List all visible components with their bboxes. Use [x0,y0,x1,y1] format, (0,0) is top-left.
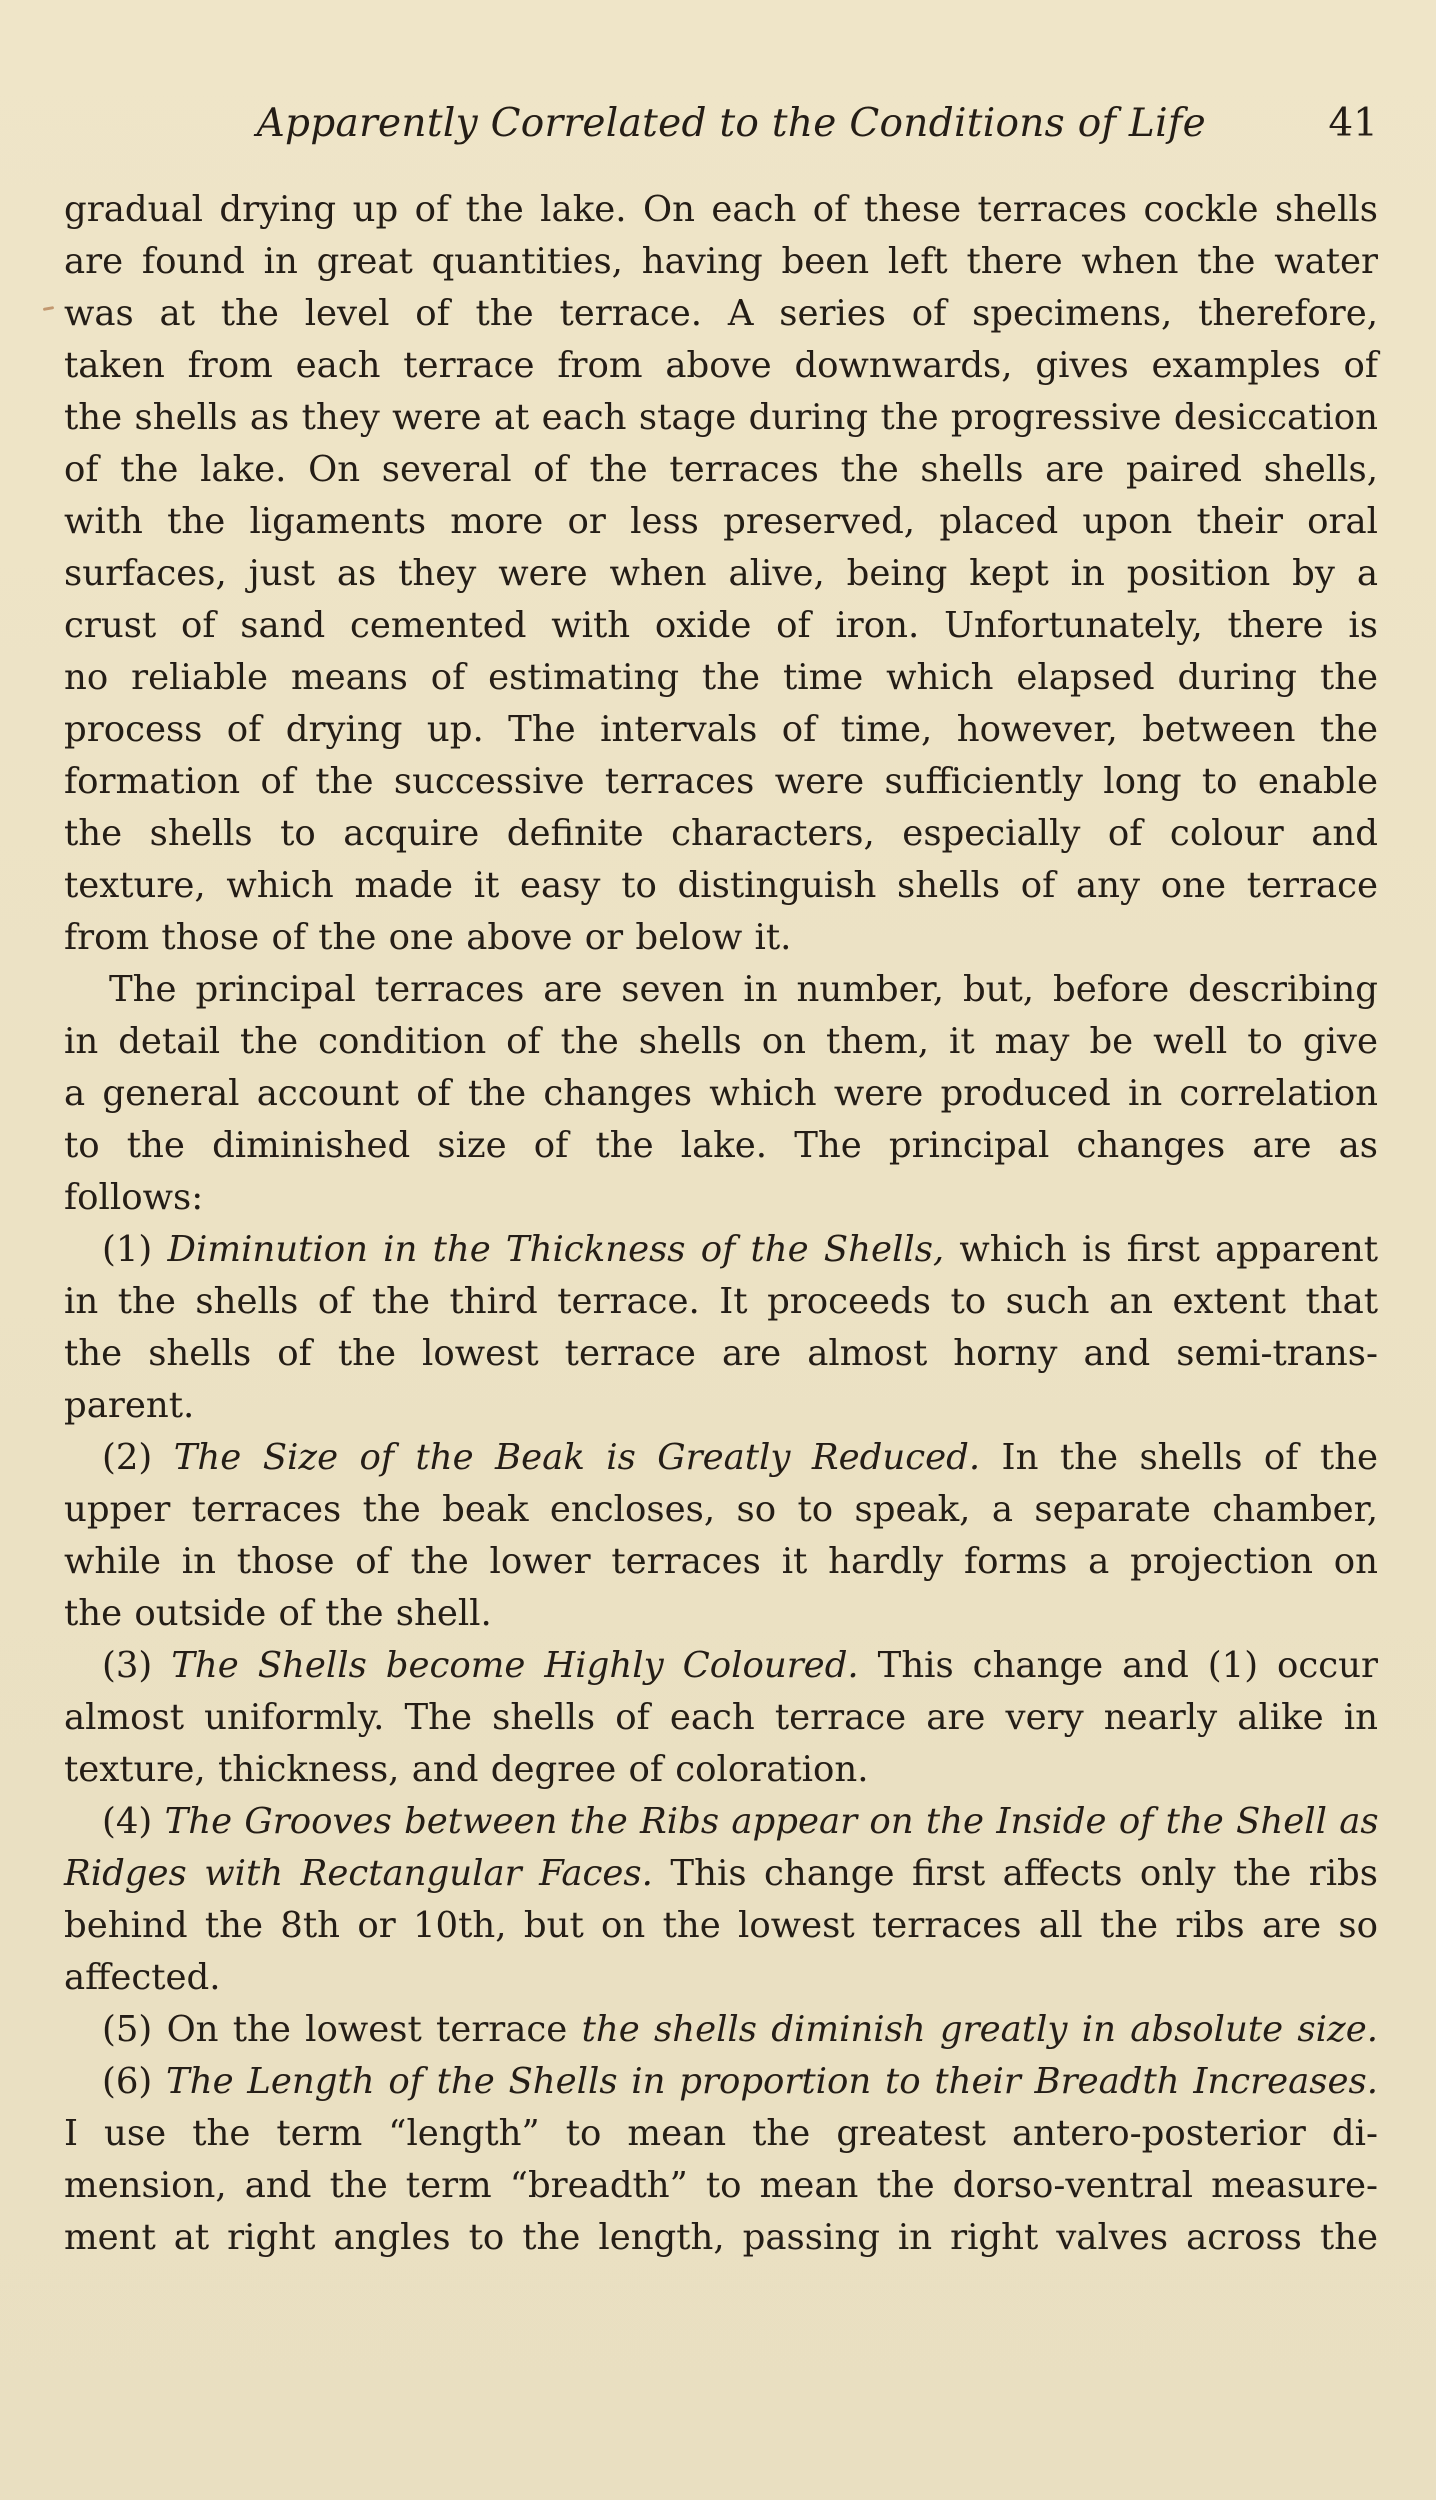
page-number: 41 [1328,101,1378,146]
text-line: texture, thickness, and degree of coloration. [64,1749,869,1790]
item-number: (1) [102,1229,153,1270]
text-line: in detail the condition of the shells on them, it may be well to give [64,1021,1378,1062]
text-line: the shells to acquire definite characters, especially of colour and [64,813,1378,854]
list-item-line [64,1640,1378,1692]
text-line: are found in great quantities, having been left there when the water [64,241,1378,282]
list-item-line [64,2056,1378,2108]
text-line: surfaces, just as they were when alive, being kept in position by a [64,553,1378,594]
item-number: (6) [102,2061,153,2102]
list-item-line [64,1848,1378,1900]
text-line: parent. [64,1385,195,1426]
text-line: texture, which made it easy to distinguish shells of any one terrace [64,865,1378,906]
margin-mark [43,306,54,311]
text-line: no reliable means of estimating the time which elapsed during the [64,657,1378,698]
item-text: On the lowest terrace [166,2009,568,2050]
text-line: with the ligaments more or less preserved, placed upon their oral [64,501,1378,542]
list-item-line [64,1432,1378,1484]
text-line: The principal terraces are seven in number, but, before describing [109,969,1378,1010]
text-line: I use the term “length” to mean the greatest antero-posterior di- [64,2113,1378,2154]
text-line: while in those of the lower terraces it hardly forms a projection on [64,1541,1378,1582]
text-line: mension, and the term “breadth” to mean the dorso-ventral measure- [64,2165,1378,2206]
item-number: (2) [102,1437,153,1478]
text-line: of the lake. On several of the terraces the shells are paired shells, [64,449,1378,490]
text-line: the outside of the shell. [64,1593,492,1634]
list-item-line [64,2004,1378,2056]
text-line: formation of the successive terraces were sufficiently long to enable [64,761,1378,802]
item-text: This change first affects only the ribs [670,1853,1378,1894]
text-line: affected. [64,1957,221,1998]
text-line: almost uniformly. The shells of each terrace are very nearly alike in [64,1697,1378,1738]
running-title: Apparently Correlated to the Conditions of Life [256,101,1206,146]
item-heading: The Size of the Beak is Greatly Reduced. [173,1437,981,1478]
text-line: to the diminished size of the lake. The principal changes are as [64,1125,1378,1166]
item-heading: the shells diminish greatly in absolute size. [581,2009,1378,2050]
list-item-line [64,1224,1378,1276]
text-line: a general account of the changes which were produced in correlation [64,1073,1378,1114]
item-text: which is first apparent [959,1229,1378,1270]
text-line: was at the level of the terrace. A series of specimens, therefore, [64,293,1378,334]
item-heading: Ridges with Rectangular Faces. [64,1853,653,1894]
text-line: the shells of the lowest terrace are almost horny and semi-trans- [64,1333,1378,1374]
item-text: This change and (1) occur [877,1645,1378,1686]
list-item-line [64,1796,1378,1848]
item-heading: The Length of the Shells in proportion to their Breadth Increases. [166,2061,1378,2102]
item-heading: The Shells become Highly Coloured. [171,1645,859,1686]
text-line: taken from each terrace from above downwards, gives examples of [64,345,1378,386]
text-line: ment at right angles to the length, passing in right valves across the [64,2217,1378,2258]
item-number: (4) [102,1801,153,1842]
text-line: upper terraces the beak encloses, so to speak, a separate chamber, [64,1489,1378,1530]
text-line: in the shells of the third terrace. It proceeds to such an extent that [64,1281,1378,1322]
text-line: crust of sand cemented with oxide of iron. Unfortunately, there is [64,605,1378,646]
item-text: In the shells of the [1001,1437,1378,1478]
running-head [64,94,1378,154]
item-number: (5) [102,2009,153,2050]
text-line: follows: [64,1177,204,1218]
item-number: (3) [102,1645,153,1686]
text-line: the shells as they were at each stage during the progressive desiccation [64,397,1378,438]
text-line: behind the 8th or 10th, but on the lowest terraces all the ribs are so [64,1905,1378,1946]
text-line: process of drying up. The intervals of time, however, between the [64,709,1378,750]
item-heading: The Grooves between the Ribs appear on the Inside of the Shell as [164,1801,1379,1842]
item-heading: Diminution in the Thickness of the Shells, [167,1229,945,1270]
body-text [64,184,1378,2264]
text-line: from those of the one above or below it. [64,917,792,958]
text-line: gradual drying up of the lake. On each of these terraces cockle shells [64,189,1378,230]
